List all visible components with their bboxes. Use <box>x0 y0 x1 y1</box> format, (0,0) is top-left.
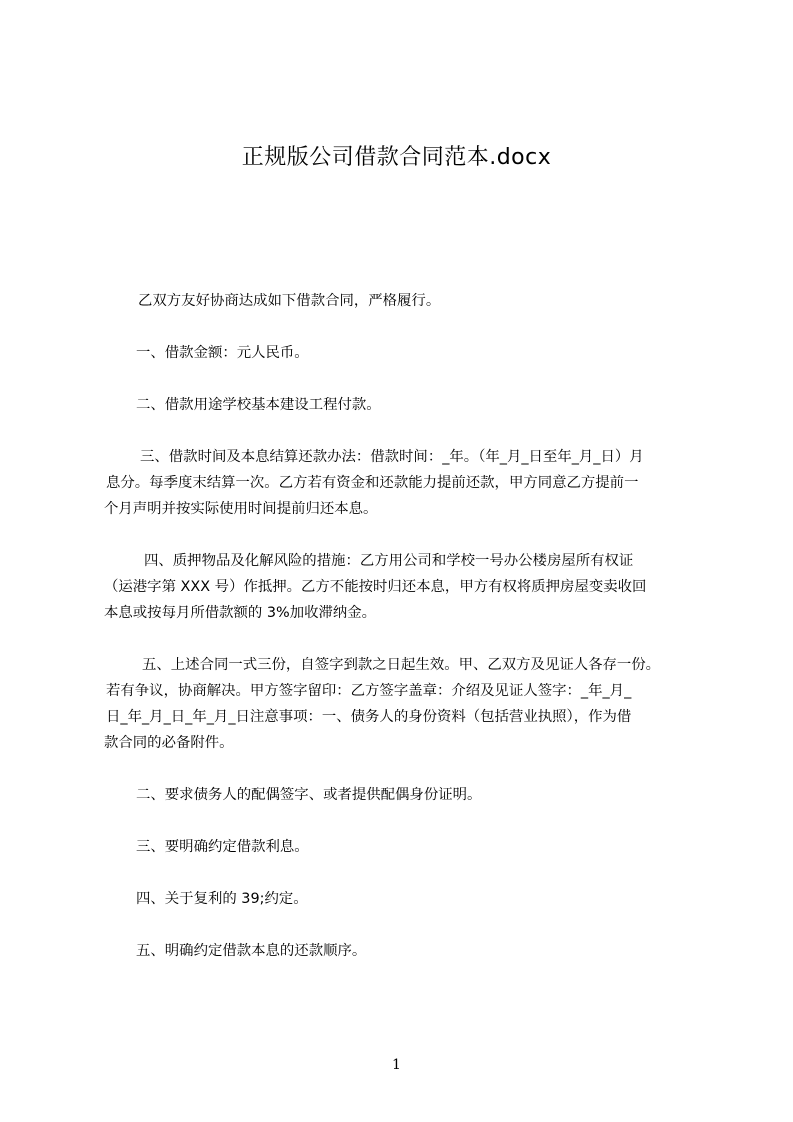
paragraph-interest <box>104 834 704 860</box>
paragraph-line: 三、要明确约定借款利息。 <box>136 839 309 855</box>
paragraph-line: 本息或按每月所借款额的 3%加收滞纳金。 <box>104 605 377 621</box>
paragraph-intro <box>104 288 704 314</box>
paragraph-line: 乙双方友好协商达成如下借款合同，严格履行。 <box>138 293 441 309</box>
paragraph-loan-amount <box>104 340 704 366</box>
page-number: 1 <box>392 1057 401 1073</box>
paragraph-loan-purpose <box>104 392 704 418</box>
paragraph-line: 若有争议，协商解决。甲方签字留印：乙方签字盖章：介绍及见证人签字：_年_月_ <box>106 683 632 699</box>
paragraph-line: 日_年_月_日_年_月_日注意事项：一、债务人的身份资料（包括营业执照），作为借 <box>106 709 632 725</box>
paragraph-line: 五、明确约定借款本息的还款顺序。 <box>136 943 367 959</box>
paragraph-line: 息分。每季度末结算一次。乙方若有资金和还款能力提前还款，甲方同意乙方提前一 <box>106 475 639 491</box>
paragraph-line: 个月声明并按实际使用时间提前归还本息。 <box>104 501 378 517</box>
document-body <box>104 288 704 990</box>
paragraph-effectiveness <box>104 652 704 756</box>
paragraph-line: 三、借款时间及本息结算还款办法：借款时间：_年。（年_月_日至年_月_日）月 <box>140 449 644 465</box>
paragraph-line: 二、要求债务人的配偶签字、或者提供配偶身份证明。 <box>136 787 482 803</box>
paragraph-line: 四、关于复利的 39;约定。 <box>136 891 308 907</box>
paragraph-line: 二、借款用途学校基本建设工程付款。 <box>136 397 381 413</box>
paragraph-line: 四、质押物品及化解风险的措施：乙方用公司和学校一号办公楼房屋所有权证 <box>144 553 634 569</box>
paragraph-loan-term <box>104 444 704 522</box>
paragraph-compound-interest <box>104 886 704 912</box>
document-title: 正规版公司借款合同范本.docx <box>241 145 552 170</box>
paragraph-collateral <box>104 548 704 626</box>
paragraph-line: 款合同的必备附件。 <box>104 735 234 751</box>
paragraph-line: （运港字第 XXX 号）作抵押。乙方不能按时归还本息，甲方有权将质押房屋变卖收回 <box>104 579 647 595</box>
paragraph-line: 一、借款金额：元人民币。 <box>136 345 309 361</box>
paragraph-repayment-order <box>104 938 704 964</box>
paragraph-spouse-signature <box>104 782 704 808</box>
paragraph-line: 五、上述合同一式三份，自签字到款之日起生效。甲、乙双方及见证人各存一份。 <box>142 657 661 673</box>
